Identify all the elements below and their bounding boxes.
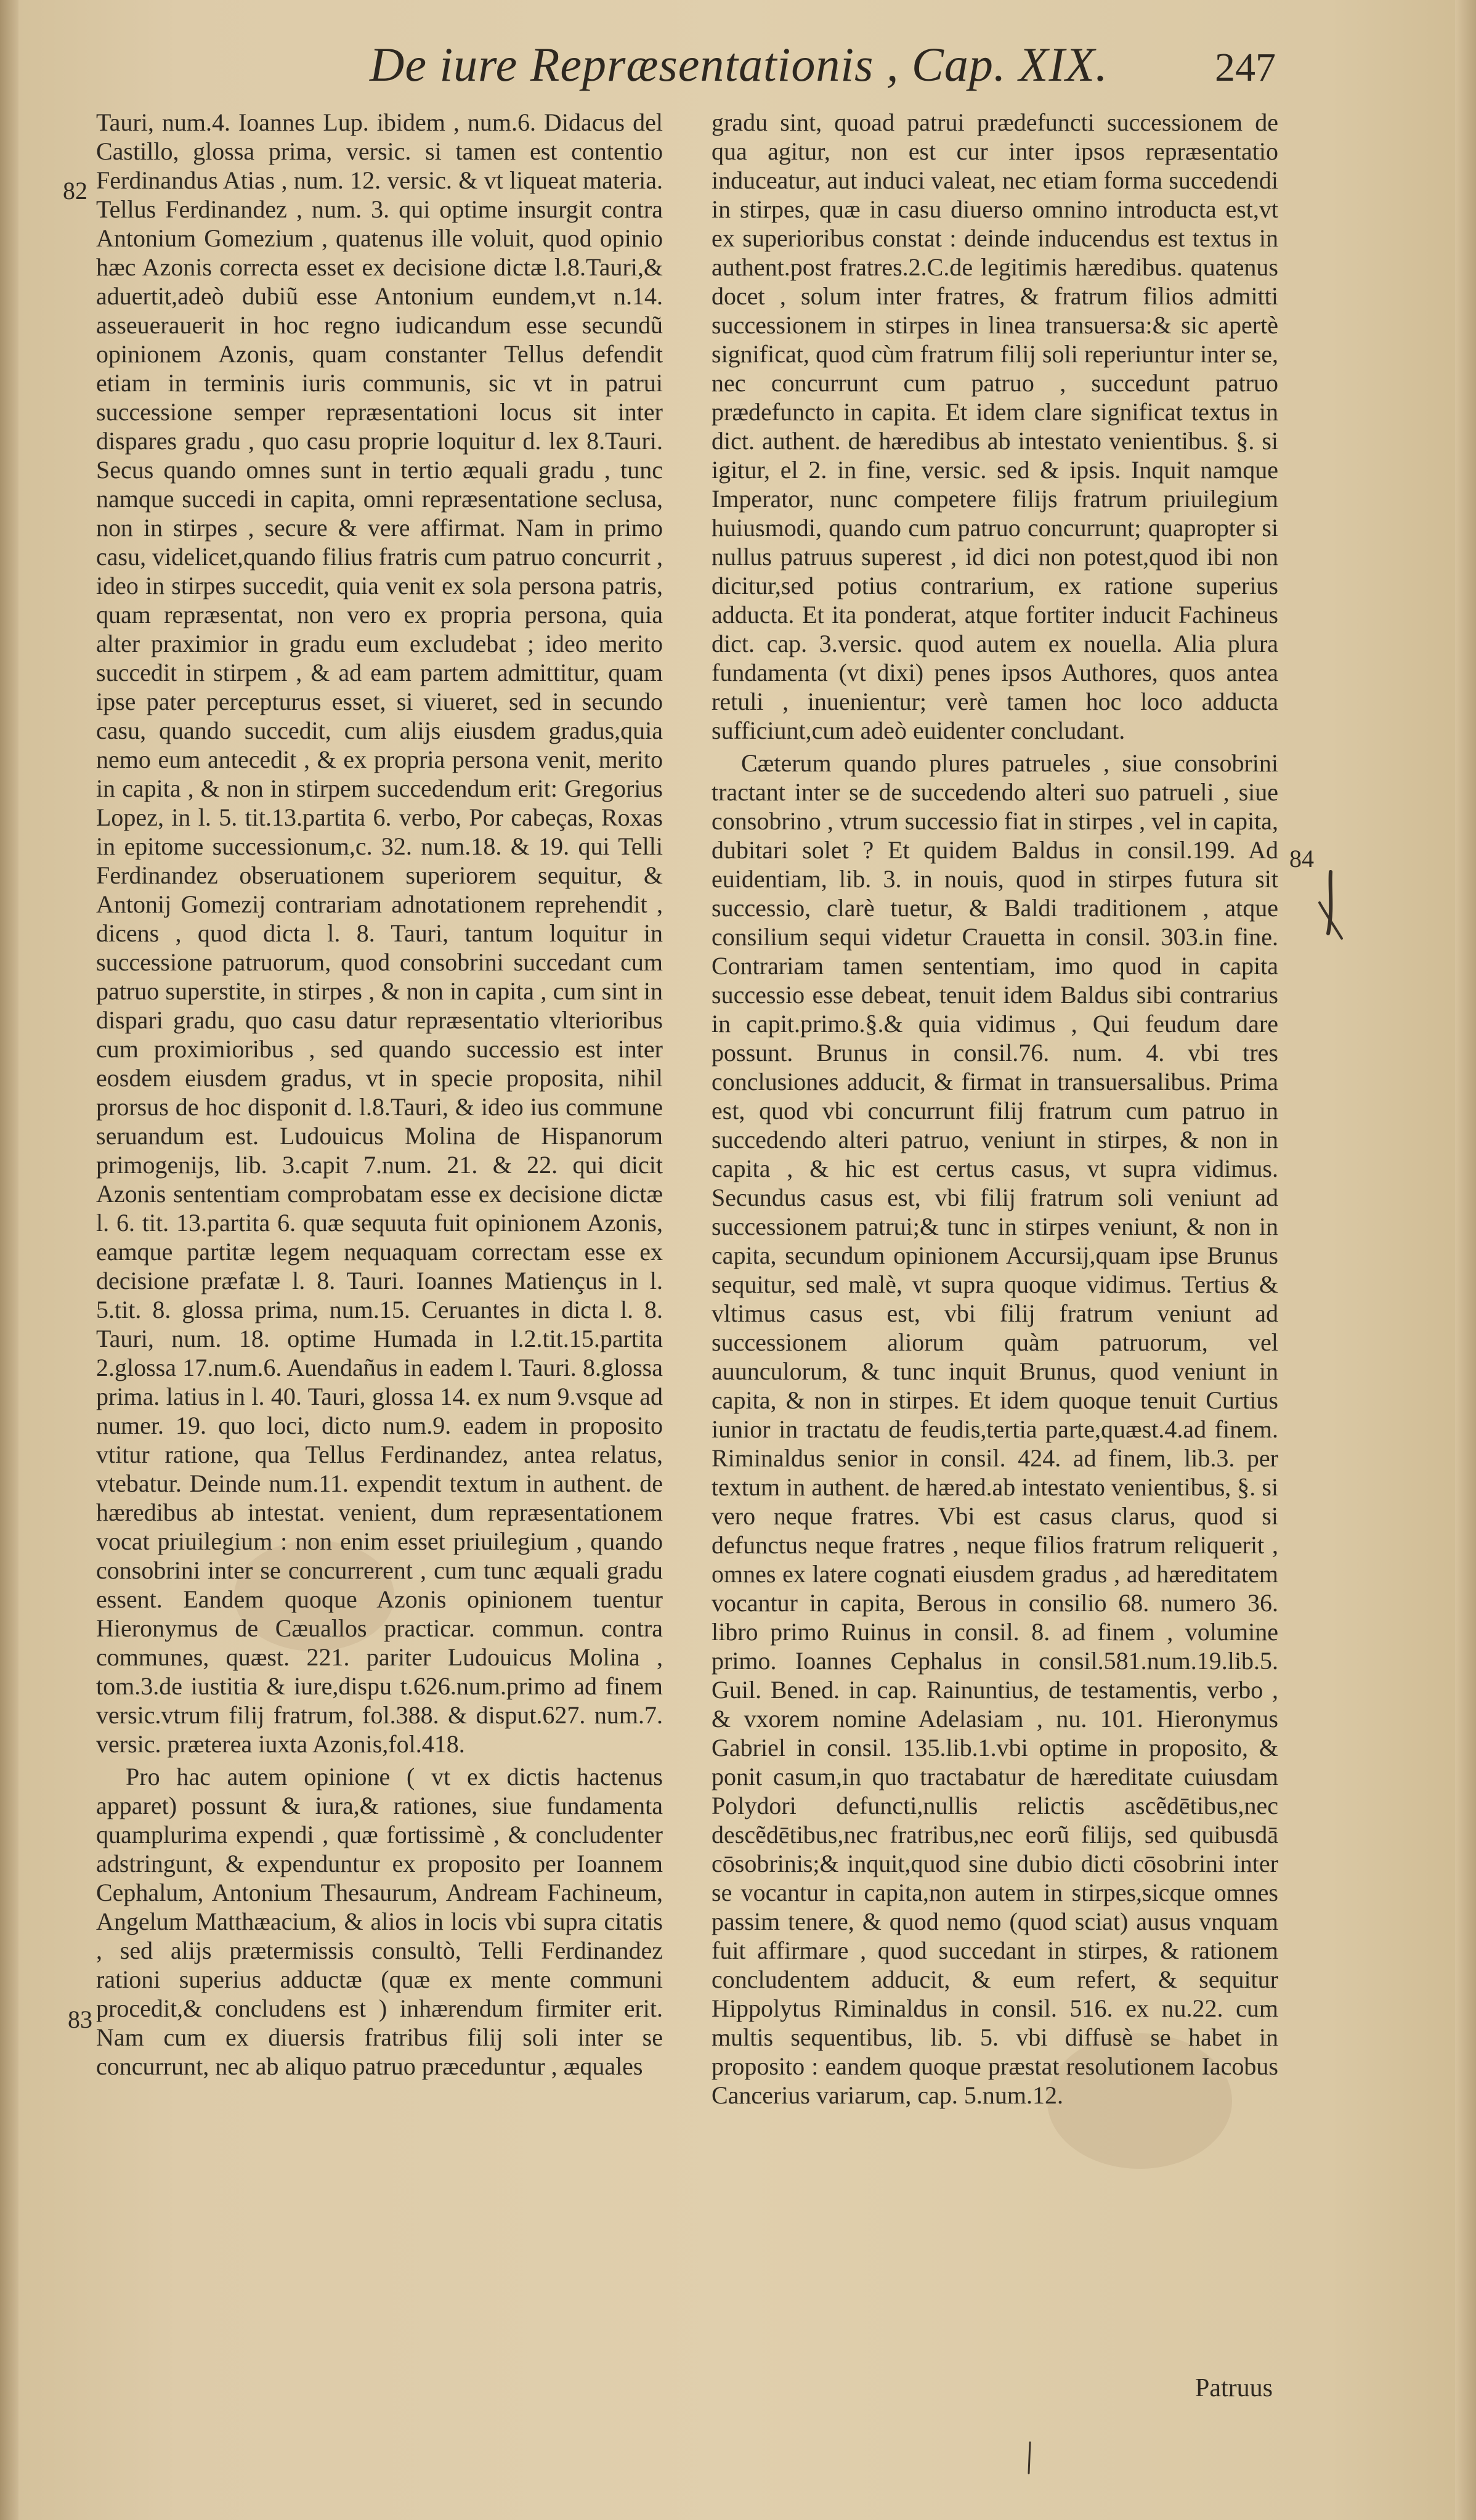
paragraph: gradu sint, quoad patrui prædefuncti successionem de qua agitur, non est cur inter ipsos repræsentatio induceatur, aut induci valeat, nec etiam forma succedendi in stirpes, quæ in casu diuerso omnino introducta est,vt ex superioribus constat : deinde inducendus est textus in authent.post fratres.2.C.de legitimis hæredibus. quatenus docet , solum inter fratres, & fratrum filios admitti successionem in stirpes in linea transuersa:& sic apertè significat, quod cùm fratrum filij soli reperiuntur inter se, nec concurrunt cum patruo , succedunt patruo prædefuncto in capita. Et idem clare significat textus in dict. authent. de hæredibus ab intestato venientibus. §. si igitur, el 2. in fine, versic. sed & ipsis. Inquit namque Imperator, nunc competere filijs fratrum priuilegium huiusmodi, quando cum patruo concurrunt; quapropter si nullus patruus superest , id dici non potest,quod ibi non dicitur,sed potius contrarium, ex ratione superius adducta. Et ita ponderat, atque fortiter inducit Fachineus dict. cap. 3.versic. quod autem ex nouella. Alia plura fundamenta (vt dixi) penes ipsos Authores, quos antea retuli , inuenientur; verè tamen hoc loco adducta sufficiunt,cum adeò euidenter concludant. xyxy=(712,108,1278,744)
left-text-column xyxy=(96,108,663,2081)
paragraph: Tauri, num.4. Ioannes Lup. ibidem , num.6. Didacus del Castillo, glossa prima, versic. si tamen est contentio Ferdinandus Atias , num. 12. versic. & vt liqueat materia. Tellus Ferdinandez , num. 3. qui optime insurgit contra Antonium Gomezium , quatenus ille voluit, quod opinio hæc Azonis correcta esset ex decisione dictæ l.8.Tauri,& aduertit,adeò dubiũ esse Antonium eundem,vt n.14. asseuerauerit in hoc regno iudicandum esse secundũ opinionem Azonis, quam constanter Tellus defendit etiam in terminis iuris communis, sic vt in patrui successione semper repræsentationi locus sit inter dispares gradu , quo casu proprie loquitur d. lex 8.Tauri. Secus quando omnes sunt in tertio æquali gradu , tunc namque succedi in capita, omni repræsentatione seclusa, non in stirpes , secure & vere affirmat. Nam in primo casu, videlicet,quando filius fratris cum patruo concurrit , ideo in stirpes succedit, quia venit ex sola persona patris, quam repræsentat, non vero ex propria persona, quia alter praximior in gradu eum excludebat ; ideo merito succedit in stirpem , & ad eam partem admittitur, quam ipse pater percepturus esset, si viueret, sed in secundo casu, quando succedit, cum alijs eiusdem gradus,quia nemo eum antecedit , & ex propria persona venit, merito in capita , & non in stirpem succedendum erit: Gregorius Lopez, in l. 5. tit.13.partita 6. verbo, Por cabeças, Roxas in epitome successionum,c. 32. num.18. & 19. qui Telli Ferdinandez obseruationem superiorem sequitur, & Antonij Gomezij contrariam adnotationem reprehendit , dicens , quod dicta l. 8. Tauri, tantum loquitur in successione patruorum, quod consobrini succedant cum patruo superstite, in stirpes , & non in capita , cum sint in dispari gradu, quo casu datur repræsentatio vlterioribus cum proximioribus , sed quando successio est inter eosdem eiusdem gradus, vt in specie proposita, nihil prorsus de hoc disponit d. l.8.Tauri, & ideo ius commune seruandum est. Ludouicus Molina de Hispanorum primogenijs, lib. 3.capit 7.num. 21. & 22. qui dicit Azonis sententiam comprobatam esse ex decisione dictæ l. 6. tit. 13.partita 6. quæ sequuta fuit opinionem Azonis, eamque partitæ legem nequaquam correctam esse ex decisione præfatæ l. 8. Tauri. Ioannes Matiençus in l. 5.tit. 8. glossa prima, num.15. Ceruantes in dicta l. 8. Tauri, num. 18. optime Humada in l.2.tit.15.partita 2.glossa 17.num.6. Auendañus in eadem l. Tauri. 8.glossa prima. latius in l. 40. Tauri, glossa 14. ex num 9.vsque ad numer. 19. quo loci, dicto num.9. eadem in proposito vtitur ratione, qua Tellus Ferdinandez, antea relatus, vtebatur. Deinde num.11. expendit textum in authent. de hæredibus ab intestat. venient, dum repræsentationem vocat priuilegium : non enim esset priuilegium , quando consobrini inter se concurrerent , cum tunc æquali gradu essent. Eandem quoque Azonis opinionem tuentur Hieronymus de Cæuallos practicar. commun. contra communes, quæst. 221. pariter Ludouicus Molina , tom.3.de iustitia & iure,dispu t.626.num.primo ad finem versic.vtrum filij fratrum, fol.388. & disput.627. num.7. versic. præterea iuxta Azonis,fol.418. xyxy=(96,108,663,1758)
handwritten-pen-mark xyxy=(1306,866,1355,964)
paragraph: Cæterum quando plures patrueles , siue consobrini tractant inter se de succedendo alteri suo patrueli , siue consobrino , vtrum successio fiat in stirpes , vel in capita, dubitari solet ? Et quidem Baldus in consil.199. Ad euidentiam, lib. 3. in nouis, quod in stirpes futura sit successio, clarè tuetur, & Baldi traditionem , atque consilium sequi videtur Crauetta in consil. 303.in fine. Contrariam tamen sententiam, imo quod in capita successio esse debeat, tenuit idem Baldus sibi contrarius in capit.primo.§.& quia vidimus , Qui feudum dare possunt. Brunus in consil.76. num. 4. vbi tres conclusiones adducit, & firmat in transuersalibus. Prima est, quod vbi concurrunt filij fratrum cum patruo in succedendo alteri patruo, veniunt in stirpes, & non in capita , & hic est certus casus, vt supra vidimus. Secundus casus est, vbi filij fratrum soli veniunt ad successionem patrui;& tunc in stirpes veniunt, & non in capita, secundum opinionem Accursij,quam ipse Brunus sequitur, sed malè, vt supra quoque vidimus. Tertius & vltimus casus est, vbi filij fratrum veniunt ad successionem aliorum quàm patruorum, vel auunculorum, & tunc inquit Brunus, quod veniunt in capita, & non in stirpes. Et idem quoque tenuit Curtius iunior in tractatu de feudis,tertia parte,quæst.4.ad finem. Riminaldus senior in consil. 424. ad finem, lib.3. per textum in authent. de hæred.ab intestato venientibus, §. si vero neque fratres. Vbi est casus clarus, quod si defunctus neque fratres , neque filios fratrum reliquerit , omnes ex latere cognati eiusdem gradus , ad hæreditatem vocantur in capita, Berous in consilio 68. numero 36. libro primo Ruinus in consil. 8. ad finem , volumine primo. Ioannes Cephalus in consil.581.num.19.lib.5. Guil. Bened. in cap. Rainuntius, de testamentis, verbo , & vxorem nomine Adelasiam , nu. 101. Hieronymus Gabriel in consil. 135.lib.1.vbi optime in proposito, & ponit casum,in quo tractabatur de hæreditate cuiusdam Polydori defuncti,nullis relictis ascẽdētibus,nec descẽdētibus,nec fratribus,nec eorũ filijs, sed quibusdā cōsobrinis;& inquit,quod sine dubio dicti cōsobrini inter se vocantur in capita,non autem in stirpes,sicque omnes passim tenere, & quod nemo (quod sciat) ausus vnquam fuit affirmare , quod succedant in stirpes, & rationem concludentem adducit, & eum refert, & sequitur Hippolytus Riminaldus in consil. 516. ex nu.22. cum multis sequentibus, lib. 5. vbi diffusè se habet in proposito : eandem quoque præstat resolutionem Iacobus Cancerius variarum, cap. 5.num.12. xyxy=(712,749,1278,2109)
stray-pen-mark xyxy=(1024,2440,1036,2477)
page-number: 247 xyxy=(1215,45,1276,90)
running-title: De iure Repræsentationis , Cap. XIX. xyxy=(370,38,1108,91)
paragraph: Pro hac autem opinione ( vt ex dictis hactenus apparet) possunt & iura,& rationes, siue fundamenta quamplurima expendi , quæ fortissimè , & concludenter adstringunt, & expenduntur ex proposito per Ioannem Cephalum, Antonium Thesaurum, Andream Fachineum, Angelum Matthæacium, & alios in locis vbi supra citatis , sed alijs prætermissis consultò, Telli Ferdinandez rationi superius adductæ (quæ ex mente communi procedit,& concludens est ) inhærendum firmiter erit. Nam cum ex diuersis fratribus filij soli inter se concurrunt, nec ab aliquo patruo præceduntur , æquales xyxy=(96,1763,663,2080)
margin-number: 83 xyxy=(68,2006,92,2033)
catchword: Patruus xyxy=(1195,2374,1273,2402)
right-text-column xyxy=(712,108,1278,2110)
margin-number: 84 xyxy=(1289,845,1314,872)
margin-number: 82 xyxy=(63,177,87,205)
